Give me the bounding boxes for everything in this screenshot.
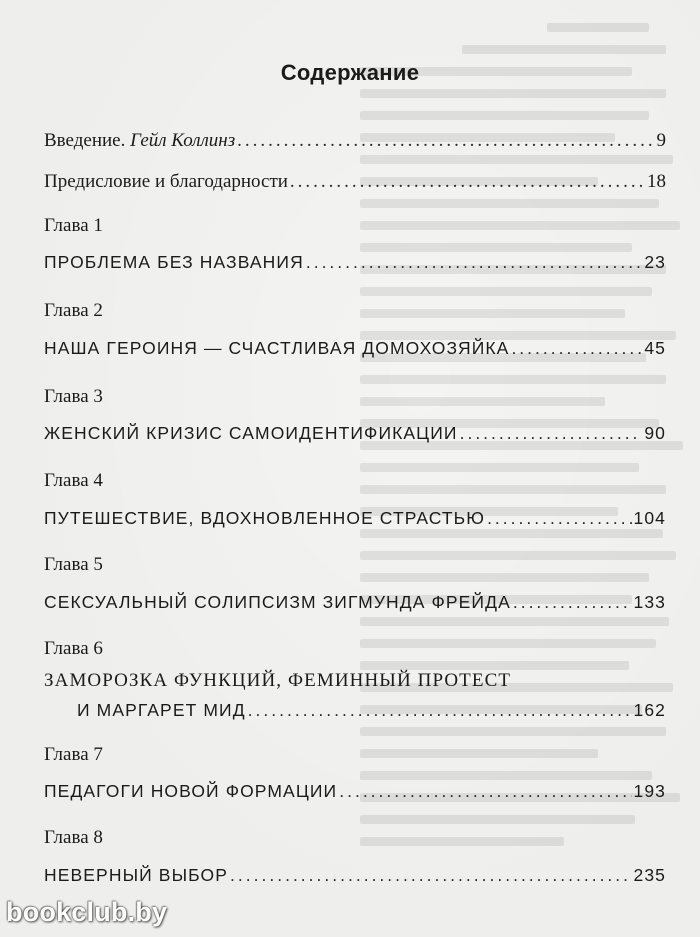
- chapter-title: ПЕДАГОГИ НОВОЙ ФОРМАЦИИ: [44, 781, 338, 801]
- dot-leader: [487, 508, 631, 529]
- toc-entry-chapter-6[interactable]: [77, 700, 666, 721]
- chapter-title: НАША ГЕРОИНЯ — СЧАСТЛИВАЯ ДОМОХОЗЯЙКА: [44, 338, 510, 358]
- page-number: 235: [633, 865, 666, 885]
- page-number: 90: [644, 423, 666, 443]
- chapter-number: Глава 3: [44, 386, 103, 407]
- chapter-number: Глава 8: [44, 827, 103, 848]
- toc-entry-preface[interactable]: [44, 171, 666, 193]
- page-number: 18: [647, 171, 666, 192]
- chapter-number: Глава 4: [44, 470, 103, 491]
- watermark: bookclub.by: [6, 897, 168, 927]
- toc-entry-introduction[interactable]: [44, 130, 666, 152]
- chapter-number: Глава 7: [44, 744, 103, 765]
- page-number: 9: [656, 130, 666, 151]
- page-number: 45: [644, 338, 666, 358]
- chapter-title: ПРОБЛЕМА БЕЗ НАЗВАНИЯ: [44, 252, 304, 272]
- page-number: 162: [633, 700, 666, 720]
- toc-entry-chapter-1[interactable]: [44, 252, 666, 273]
- intro-label: Введение.: [44, 130, 131, 151]
- chapter-title: ПУТЕШЕСТВИЕ, ВДОХНОВЛЕННОЕ СТРАСТЬЮ: [44, 508, 486, 528]
- toc-entry-chapter-4[interactable]: [44, 508, 666, 529]
- page-number: 133: [633, 592, 666, 612]
- chapter-title: НЕВЕРНЫЙ ВЫБОР: [44, 865, 229, 885]
- intro-author: Гейл Коллинз: [130, 130, 236, 151]
- page-number: 104: [633, 508, 666, 528]
- toc-entry-chapter-7[interactable]: [44, 781, 666, 802]
- dot-leader: [513, 592, 632, 613]
- dot-leader: [339, 781, 631, 802]
- dot-leader: [306, 252, 642, 273]
- page-number: 193: [633, 781, 666, 801]
- chapter-number: Глава 6: [44, 638, 103, 659]
- dot-leader: [460, 423, 643, 444]
- toc-entry-chapter-3[interactable]: [44, 423, 666, 444]
- toc-heading: Содержание: [280, 60, 420, 85]
- preface-label: Предисловие и благодарности: [44, 171, 288, 192]
- page-number: 23: [644, 252, 666, 272]
- chapter-number: Глава 5: [44, 554, 103, 575]
- chapter-title: ЖЕНСКИЙ КРИЗИС САМОИДЕНТИФИКАЦИИ: [44, 423, 458, 443]
- chapter-title: СЕКСУАЛЬНЫЙ СОЛИПСИЗМ ЗИГМУНДА ФРЕЙДА: [44, 592, 511, 612]
- chapter-number: Глава 2: [44, 300, 103, 321]
- dot-leader: [511, 338, 642, 359]
- chapter-title-line-2: И МАРГАРЕТ МИД: [77, 700, 246, 720]
- dot-leader: [290, 171, 645, 193]
- chapter-title-line-1[interactable]: ЗАМОРОЗКА ФУНКЦИЙ, ФЕМИННЫЙ ПРОТЕСТ: [44, 670, 512, 691]
- toc-entry-chapter-2[interactable]: [44, 338, 666, 359]
- toc-entry-chapter-8[interactable]: [44, 865, 666, 886]
- dot-leader: [237, 130, 654, 152]
- toc-entry-chapter-5[interactable]: [44, 592, 666, 613]
- dot-leader: [248, 700, 632, 721]
- dot-leader: [230, 865, 631, 886]
- chapter-number: Глава 1: [44, 215, 103, 236]
